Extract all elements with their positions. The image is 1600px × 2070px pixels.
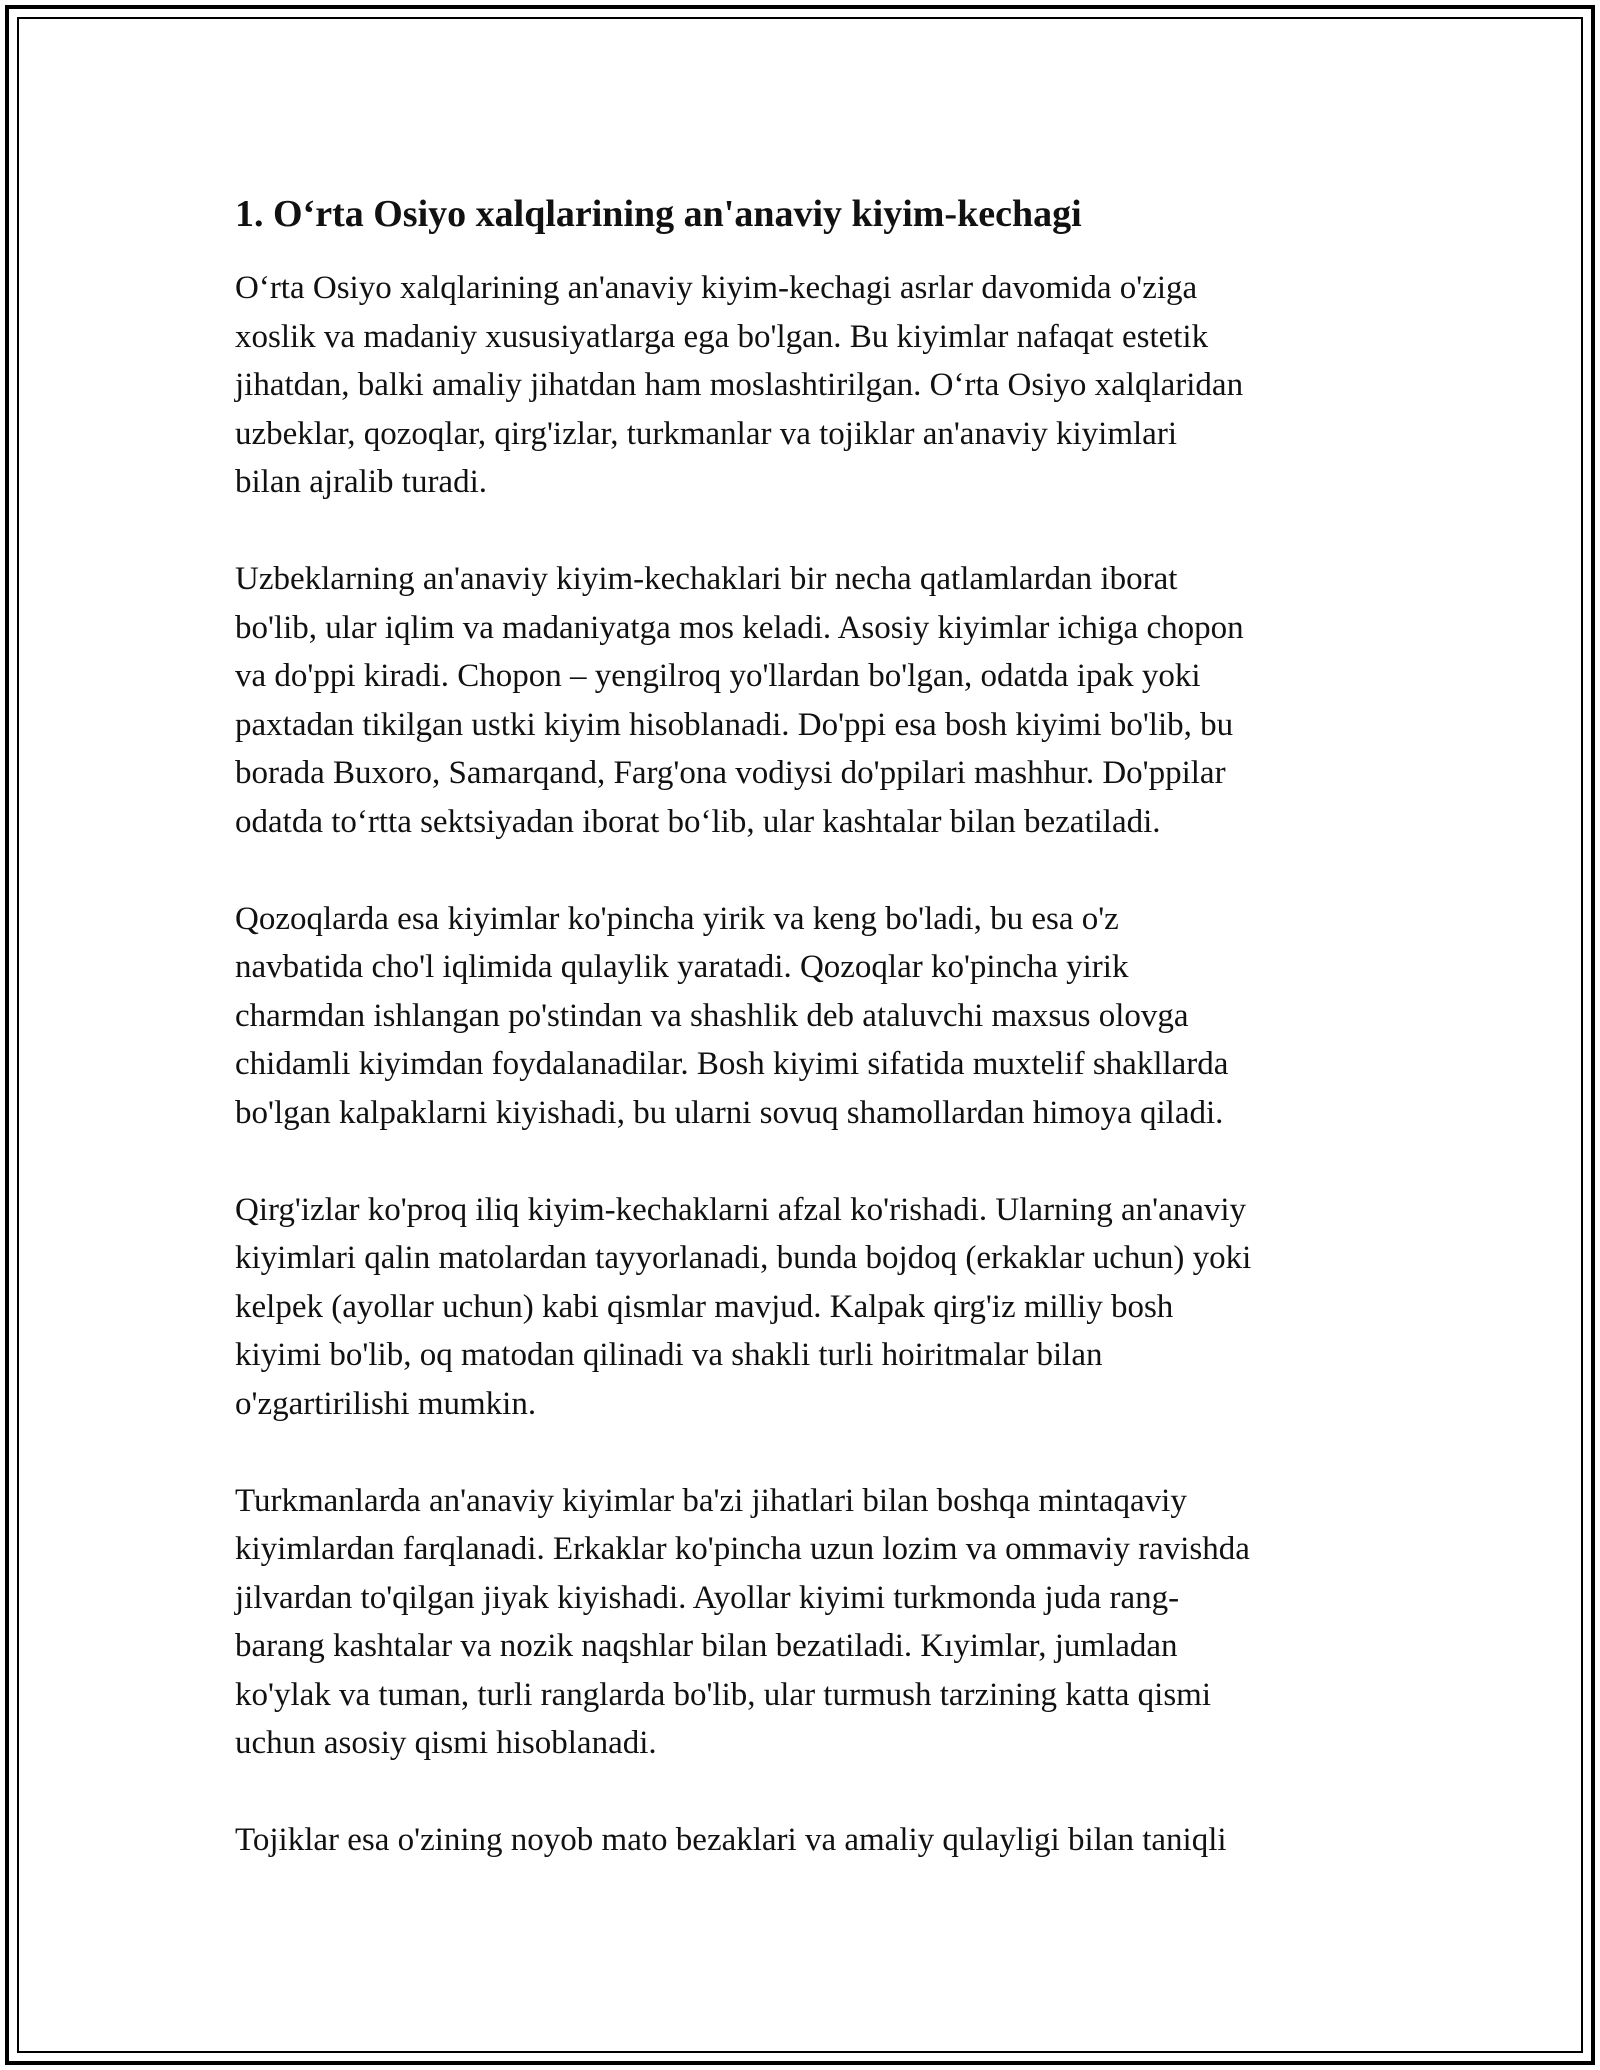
text-line: jihatdan, balki amaliy jihatdan ham moslashtirilgan. O‘rta Osiyo xalqlaridan — [235, 367, 1244, 403]
text-line: charmdan ishlangan po'stindan va shashlik deb ataluvchi maxsus olovga — [235, 997, 1189, 1034]
paragraph — [235, 555, 1385, 846]
text-line: chidamli kiyimdan foydalanadilar. Bosh kiyimi sifatida muxtelif shakllarda — [235, 1046, 1229, 1082]
document-title: 1. O‘rta Osiyo xalqlarining an'anaviy kiyim-kechagi — [235, 193, 1082, 235]
text-line: jilvardan to'qilgan jiyak kiyishadi. Ayollar kiyimi turkmonda juda rang- — [235, 1579, 1180, 1616]
text-line: O‘rta Osiyo xalqlarining an'anaviy kiyim-kechagi asrlar davomida o'ziga — [235, 270, 1198, 306]
text-line: kiyimlari qalin matolardan tayyorlanadi, bunda bojdoq (erkaklar uchun) yoki — [235, 1240, 1252, 1276]
text-line: borada Buxoro, Samarqand, Farg'ona vodiysi do'ppilari mashhur. Do'ppilar — [235, 755, 1226, 791]
text-line: barang kashtalar va nozik naqshlar bilan bezatiladi. Kıyimlar, jumladan — [235, 1628, 1178, 1664]
text-line: kiyimi bo'lib, oq matodan qilinadi va shakli turli hoiritmalar bilan — [235, 1337, 1103, 1373]
paragraph — [235, 1816, 1385, 1865]
text-line: kelpek (ayollar uchun) kabi qismlar mavjud. Kalpak qirg'iz milliy bosh — [235, 1288, 1174, 1325]
text-line: uzbeklar, qozoqlar, qirg'izlar, turkmanlar va tojiklar an'anaviy kiyimlari — [235, 415, 1177, 452]
text-line: Turkmanlarda an'anaviy kiyimlar ba'zi jihatlari bilan boshqa mintaqaviy — [235, 1482, 1187, 1519]
text-line: Qozoqlarda esa kiyimlar ko'pincha yirik va keng bo'ladi, bu esa o'z — [235, 900, 1119, 937]
paragraph — [235, 1477, 1385, 1768]
paragraph — [235, 895, 1385, 1138]
text-line: xoslik va madaniy xususiyatlarga ega bo'lgan. Bu kiyimlar nafaqat estetik — [235, 318, 1209, 355]
text-line: ko'ylak va tuman, turli ranglarda bo'lib, ular turmush tarzining katta qismi — [235, 1676, 1211, 1713]
text-line: Uzbeklarning an'anaviy kiyim-kechaklari bir necha qatlamlardan iborat — [235, 561, 1178, 597]
text-line: paxtadan tikilgan ustki kiyim hisoblanadi. Do'ppi esa bosh kiyimi bo'lib, bu — [235, 706, 1234, 743]
text-line: odatda to‘rtta sektsiyadan iborat bo‘lib, ular kashtalar bilan bezatiladi. — [235, 803, 1161, 840]
text-line: va do'ppi kiradi. Chopon – yengilroq yo'llardan bo'lgan, odatda ipak yoki — [235, 658, 1201, 694]
text-line: Qirg'izlar ko'proq iliq kiyim-kechaklarni afzal ko'rishadi. Ularning an'anaviy — [235, 1191, 1247, 1228]
paragraph-container — [235, 264, 1385, 1865]
text-line: bo'lgan kalpaklarni kiyishadi, bu ularni sovuq shamollardan himoya qiladi. — [235, 1094, 1224, 1131]
text-line: o'zgartirilishi mumkin. — [235, 1385, 537, 1422]
text-line: Tojiklar esa o'zining noyob mato bezaklari va amaliy qulayligi bilan taniqli — [235, 1822, 1227, 1858]
text-line: bo'lib, ular iqlim va madaniyatga mos keladi. Asosiy kiyimlar ichiga chopon — [235, 609, 1244, 646]
paragraph — [235, 1186, 1385, 1429]
text-line: uchun asosiy qismi hisoblanadi. — [235, 1725, 657, 1761]
document-body — [235, 186, 1385, 1913]
text-line: navbatida cho'l iqlimida qulaylik yaratadi. Qozoqlar ko'pincha yirik — [235, 949, 1129, 985]
text-line: kiyimlardan farqlanadi. Erkaklar ko'pincha uzun lozim va ommaviy ravishda — [235, 1531, 1250, 1567]
paragraph — [235, 264, 1385, 507]
text-line: bilan ajralib turadi. — [235, 464, 487, 500]
